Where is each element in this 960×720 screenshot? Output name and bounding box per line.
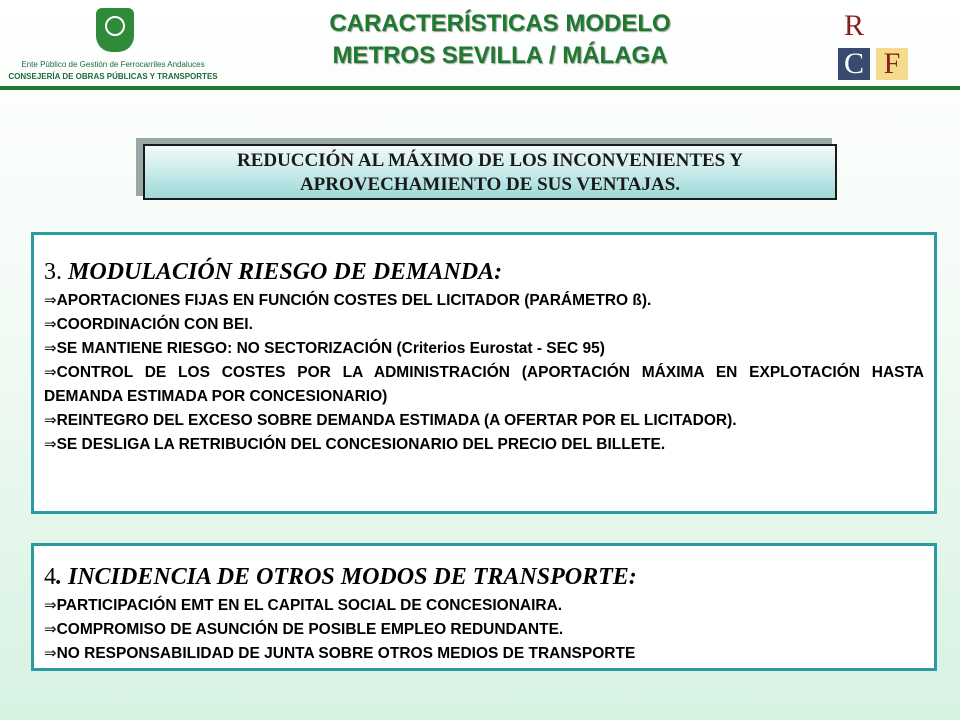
title-line1: CARACTERÍSTICAS MODELO (329, 10, 671, 37)
list-item-text: SE DESLIGA LA RETRIBUCIÓN DEL CONCESIONARIO DEL PRECIO DEL BILLETE. (56, 436, 666, 453)
list-item-text: SE MANTIENE RIESGO: NO SECTORIZACIÓN (Criterios Eurostat - SEC 95) (56, 340, 605, 357)
rcf-logo (838, 10, 910, 82)
list-item-text: COMPROMISO DE ASUNCIÓN DE POSIBLE EMPLEO REDUNDANTE. (56, 621, 564, 638)
arrow-right-icon: ⇒ (44, 316, 57, 333)
arrow-right-icon: ⇒ (44, 292, 57, 309)
arrow-right-icon: ⇒ (44, 340, 57, 357)
list-item (44, 409, 924, 433)
section-4-number: 4 (44, 564, 56, 590)
list-item-text: CONTROL DE LOS COSTES POR LA ADMINISTRACIÓN (APORTACIÓN MÁXIMA EN EXPLOTACIÓN HASTA DEMANDA ESTIMADA POR CONCESIONARIO) (44, 364, 924, 405)
section-4-box (31, 543, 937, 671)
page-title (230, 8, 770, 72)
list-item-text: APORTACIONES FIJAS EN FUNCIÓN COSTES DEL LICITADOR (PARÁMETRO ß). (56, 292, 652, 309)
list-item-text: PARTICIPACIÓN EMT EN EL CAPITAL SOCIAL DE CONCESIONAIRA. (56, 597, 563, 614)
arrow-right-icon: ⇒ (44, 436, 57, 453)
subtitle-box (143, 144, 837, 200)
subtitle-line2: APROVECHAMIENTO DE SUS VENTAJAS. (299, 174, 681, 195)
list-item-text: NO RESPONSABILIDAD DE JUNTA SOBRE OTROS MEDIOS DE TRANSPORTE (56, 645, 636, 662)
list-item (44, 594, 924, 618)
section-3-number: 3. (44, 259, 62, 285)
arrow-right-icon: ⇒ (44, 621, 57, 638)
arrow-right-icon: ⇒ (44, 364, 57, 381)
rcf-logo-c: C (838, 48, 870, 80)
section-3-heading (44, 257, 924, 287)
subtitle-line1: REDUCCIÓN AL MÁXIMO DE LOS INCONVENIENTES Y (236, 150, 744, 171)
list-item (44, 313, 924, 337)
section-4-heading (44, 562, 924, 592)
list-item (44, 337, 924, 361)
list-item (44, 618, 924, 642)
arrow-right-icon: ⇒ (44, 597, 57, 614)
arrow-right-icon: ⇒ (44, 645, 57, 662)
list-item (44, 361, 924, 409)
section-3-box (31, 232, 937, 514)
list-item-text: COORDINACIÓN CON BEI. (56, 316, 253, 333)
list-item-text: REINTEGRO DEL EXCESO SOBRE DEMANDA ESTIMADA (A OFERTAR POR EL LICITADOR). (56, 412, 737, 429)
list-item (44, 642, 924, 666)
title-line2: METROS SEVILLA / MÁLAGA (332, 42, 668, 69)
shield-icon (96, 8, 134, 52)
junta-andalucia-logo (8, 4, 218, 84)
arrow-right-icon: ⇒ (44, 412, 57, 429)
header-divider (0, 86, 960, 90)
logo-text-line1: Ente Público de Gestión de Ferrocarriles Andaluces (21, 60, 205, 69)
logo-text-line2: CONSEJERÍA DE OBRAS PÚBLICAS Y TRANSPORTES (8, 72, 218, 81)
rcf-logo-r: R (838, 10, 870, 42)
section-3-title: MODULACIÓN RIESGO DE DEMANDA: (68, 259, 503, 285)
list-item (44, 433, 924, 457)
rcf-logo-f: F (876, 48, 908, 80)
list-item (44, 289, 924, 313)
section-4-title: . INCIDENCIA DE OTROS MODOS DE TRANSPORTE: (56, 564, 637, 590)
